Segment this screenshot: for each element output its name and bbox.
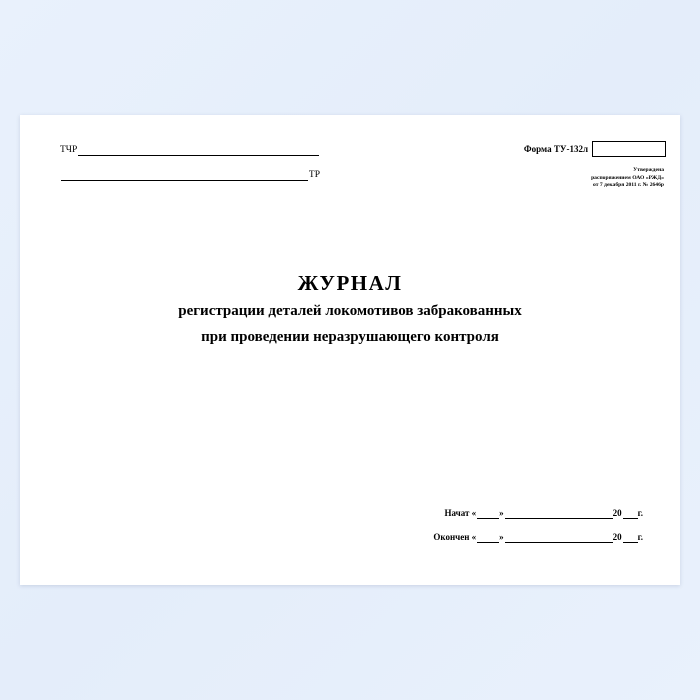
approval-note [436,167,666,190]
start-date-label: Начат « [444,508,477,518]
document-title [20,270,680,348]
depot-field-row-2 [60,170,320,181]
end-month-input[interactable] [505,533,613,543]
end-year-suffix: г. [637,532,643,542]
title-line-2: регистрации деталей локомотивов забракованных [178,303,522,319]
end-quote-close: » [499,532,504,542]
form-header [436,141,666,190]
depot-suffix-label: ТР [308,170,320,180]
title-main: ЖУРНАЛ [297,271,403,295]
start-year-suffix: г. [637,508,643,518]
start-quote-close: » [499,508,504,518]
end-year-prefix: 20 [612,532,622,542]
depot-field-row-1 [60,145,320,156]
end-day-input[interactable] [477,533,499,543]
form-number-input[interactable] [592,141,666,157]
depot-label: ТЧР [60,145,78,155]
form-number-row [436,141,666,157]
document-page [20,115,680,585]
start-month-input[interactable] [505,509,613,519]
end-date-label: Окончен « [433,532,477,542]
start-date-row [364,508,644,519]
approval-line-3: от 7 декабря 2011 г. № 2646р [593,182,664,188]
start-year-input[interactable] [623,509,638,519]
start-year-prefix: 20 [612,508,622,518]
title-line-3: при проведении неразрушающего контроля [201,329,499,345]
approval-line-1: Утверждена [633,167,664,173]
start-day-input[interactable] [477,509,499,519]
end-year-input[interactable] [623,533,638,543]
approval-line-2: распоряжением ОАО «РЖД» [591,174,664,181]
end-date-row [364,532,644,543]
depot-write-line-1[interactable] [78,145,319,156]
form-label: Форма ТУ-132л [523,144,588,154]
depot-write-line-2[interactable] [61,170,308,181]
depot-fields [60,145,320,195]
journal-dates [364,508,644,543]
page-content [20,115,680,585]
